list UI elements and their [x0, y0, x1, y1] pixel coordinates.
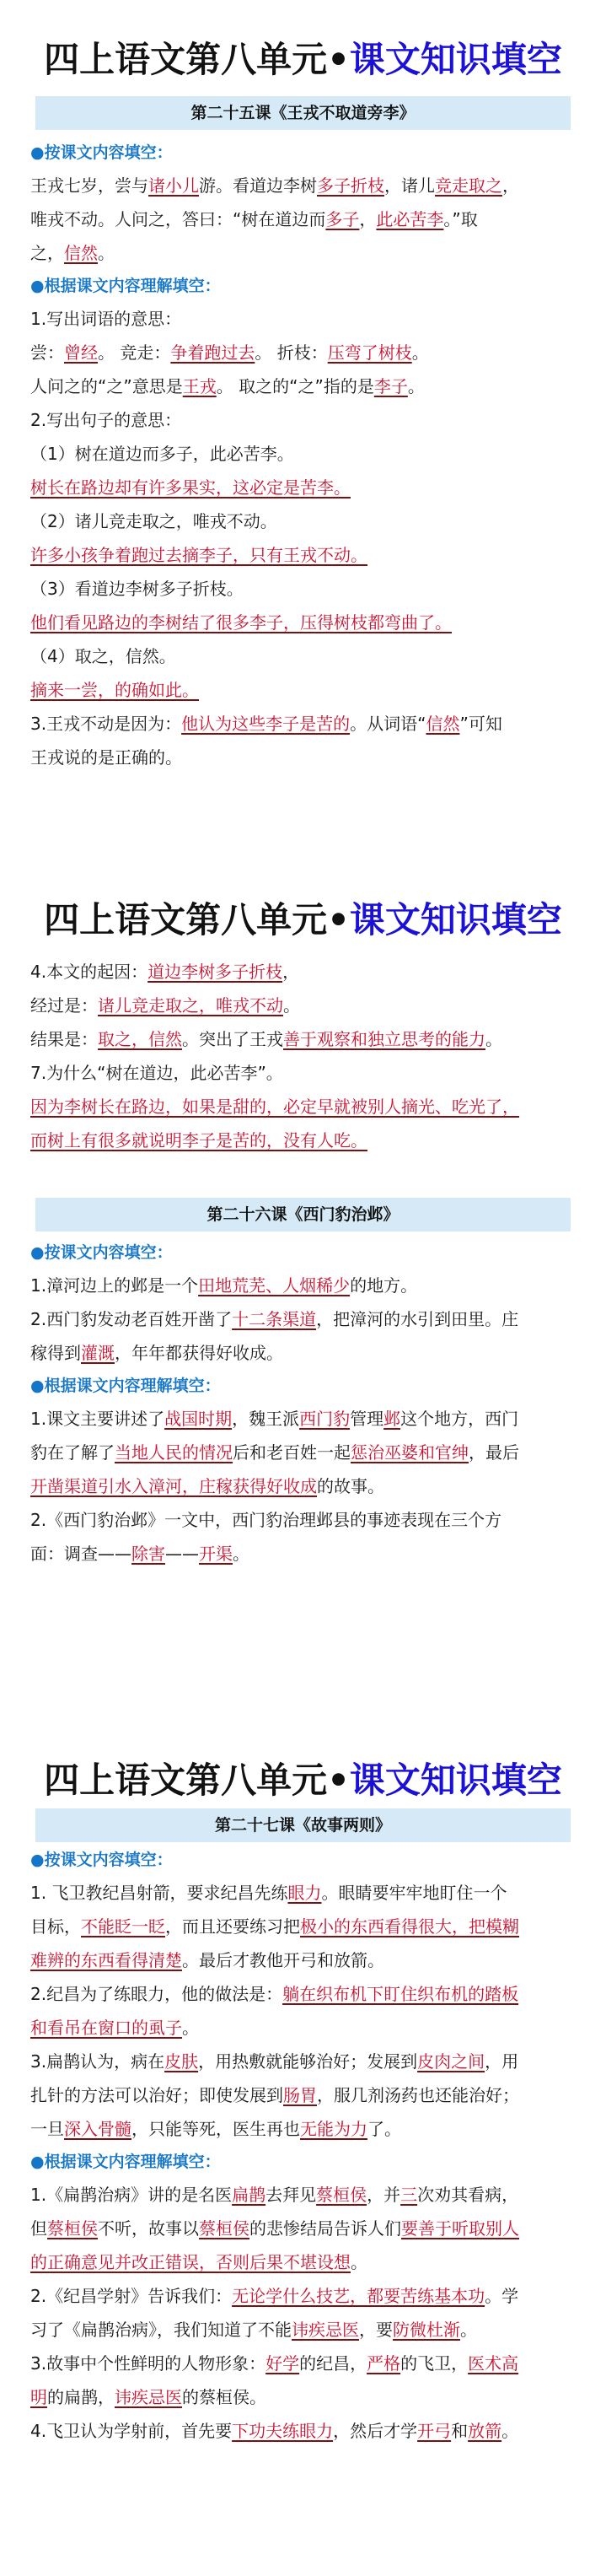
answer-line: 人问之的“之”意思是王戎。 取之的“之”指的是李子。: [30, 376, 425, 396]
text-line: 面：调查——除害——开渠。: [30, 1544, 249, 1564]
text-line: 1. 飞卫教纪昌射箭，要求纪昌先练眼力。眼睛要牢牢地盯住一个: [30, 1883, 507, 1903]
question-line: （2）诸儿竞走取之，唯戎不动。: [30, 511, 277, 531]
text-line: 2.《纪昌学射》告诉我们：无论学什么技艺，都要苦练基本功。学: [30, 2286, 519, 2306]
section-understand-heading: ●根据课文内容理解填空：: [30, 1377, 221, 1395]
text-line: 王戎说的是正确的。: [30, 747, 182, 768]
page-title: 四上语文第八单元•课文知识填空: [44, 39, 562, 80]
text-line: 稼得到灌溉，年年都获得好收成。: [30, 1343, 283, 1363]
page-title: 四上语文第八单元•课文知识填空: [44, 1760, 562, 1801]
text-line: 1.课文主要讲述了战国时期，魏王派西门豹管理邺这个地方，西门: [30, 1409, 519, 1429]
text-line: 1.《扁鹊治病》讲的是名医扁鹊去拜见蔡桓侯，并三次劝其看病，: [30, 2185, 519, 2205]
lesson-27-banner: 第二十七课《故事两则》: [35, 1808, 571, 1842]
answer-line: 而树上有很多就说明李子是苦的，没有人吃。: [30, 1130, 367, 1151]
lesson-25-banner: 第二十五课《王戎不取道旁李》: [35, 96, 571, 130]
lesson-26-banner: 第二十六课《西门豹治邺》: [35, 1198, 571, 1231]
text-line: 扎针的方法可以治好；即使发展到肠胃，服几剂汤药也还能治好；: [30, 2085, 519, 2105]
question-line: 2.写出句子的意思：: [30, 410, 182, 430]
text-line: 开凿渠道引水入漳河，庄稼获得好收成的故事。: [30, 1476, 384, 1496]
text-line: 王戎七岁，尝与诸小儿游。看道边李树多子折枝，诸儿竞走取之，: [30, 175, 519, 196]
text-line: 目标，不能眨一眨，而且还要练习把极小的东西看得很大，把模糊: [30, 1916, 519, 1937]
text-line: 之，信然。: [30, 243, 115, 263]
text-line: 3.故事中个性鲜明的人物形象：好学的纪昌，严格的飞卫，医术高: [30, 2353, 519, 2374]
answer-line: 4.本文的起因：道边李树多子折枝，: [30, 962, 300, 982]
text-line: 明的扁鹊，讳疾忌医的蔡桓侯。: [30, 2387, 266, 2407]
section-fill-heading: ●按课文内容填空：: [30, 1243, 173, 1262]
text-line: 一旦深入骨髓，只能等死，医生再也无能为力了。: [30, 2119, 401, 2139]
text-line: 2.纪昌为了练眼力，他的做法是：躺在织布机下盯住织布机的踏板: [30, 1984, 519, 2004]
answer-line: 尝：曾经。 竞走：争着跑过去。 折枝：压弯了树枝。: [30, 342, 429, 363]
section-understand-heading: ●根据课文内容理解填空：: [30, 2153, 221, 2171]
question-line: （3）看道边李树多子折枝。: [30, 579, 244, 599]
text-line: 4.飞卫认为学射前，首先要下功夫练眼力，然后才学开弓和放箭。: [30, 2421, 519, 2441]
answer-line: 摘来一尝，的确如此。: [30, 680, 199, 700]
text-line: 2.西门豹发动老百姓开凿了十二条渠道，把漳河的水引到田里。庄: [30, 1309, 519, 1329]
text-line: 2.《西门豹治邺》一文中，西门豹治理邺县的事迹表现在三个方: [30, 1510, 502, 1530]
section-fill-heading: ●按课文内容填空：: [30, 1851, 173, 1869]
section-fill-heading: ●按课文内容填空：: [30, 143, 173, 162]
text-line: 唯戎不动。人问之，答曰：“树在道边而多子，此必苦李。”取: [30, 209, 478, 229]
question-line: 1.写出词语的意思：: [30, 309, 182, 329]
answer-line: 他们看见路边的李树结了很多李子，压得树枝都弯曲了。: [30, 612, 452, 633]
answer-line: 3.王戎不动是因为：他认为这些李子是苦的。从词语“信然”可知: [30, 714, 502, 734]
answer-line: 许多小孩争着跑过去摘李子，只有王戎不动。: [30, 545, 367, 565]
text-line: 豹在了解了当地人民的情况后和老百姓一起惩治巫婆和官绅，最后: [30, 1442, 519, 1463]
text-line: 1.漳河边上的邺是一个田地荒芜、人烟稀少的地方。: [30, 1275, 418, 1296]
text-line: 的正确意见并改正错误，否则后果不堪设想。: [30, 2252, 367, 2272]
text-line: 习了《扁鹊治病》，我们知道了不能讳疾忌医，要防微杜渐。: [30, 2320, 477, 2340]
question-line: （4）取之，信然。: [30, 646, 176, 666]
question-line: （1）树在道边而多子，此必苦李。: [30, 444, 294, 464]
text-line: 和看吊在窗口的虱子。: [30, 2018, 199, 2038]
text-line: 难辨的东西看得清楚。最后才教他开弓和放箭。: [30, 1950, 384, 1970]
question-line: 7.为什么“树在道边，此必苦李”。: [30, 1063, 283, 1083]
answer-line: 树长在路边却有许多果实，这必定是苦李。: [30, 477, 351, 498]
answer-line: 结果是：取之，信然。突出了王戎善于观察和独立思考的能力。: [30, 1029, 502, 1049]
answer-line: 经过是：诸儿竞走取之，唯戎不动。: [30, 995, 300, 1016]
page-title: 四上语文第八单元•课文知识填空: [44, 899, 562, 940]
page-1: [0, 32, 606, 774]
section-understand-heading: ●根据课文内容理解填空：: [30, 277, 221, 295]
answer-line: 因为李树长在路边，如果是甜的，必定早就被别人摘光、吃光了，: [30, 1097, 519, 1117]
text-line: 3.扁鹊认为，病在皮肤，用热敷就能够治好；发展到皮肉之间，用: [30, 2051, 519, 2072]
page-3: [0, 1753, 606, 2448]
text-line: 但蔡桓侯不听，故事以蔡桓侯的悲惨结局告诉人们要善于听取别人: [30, 2218, 519, 2239]
page-2: [0, 892, 606, 1571]
